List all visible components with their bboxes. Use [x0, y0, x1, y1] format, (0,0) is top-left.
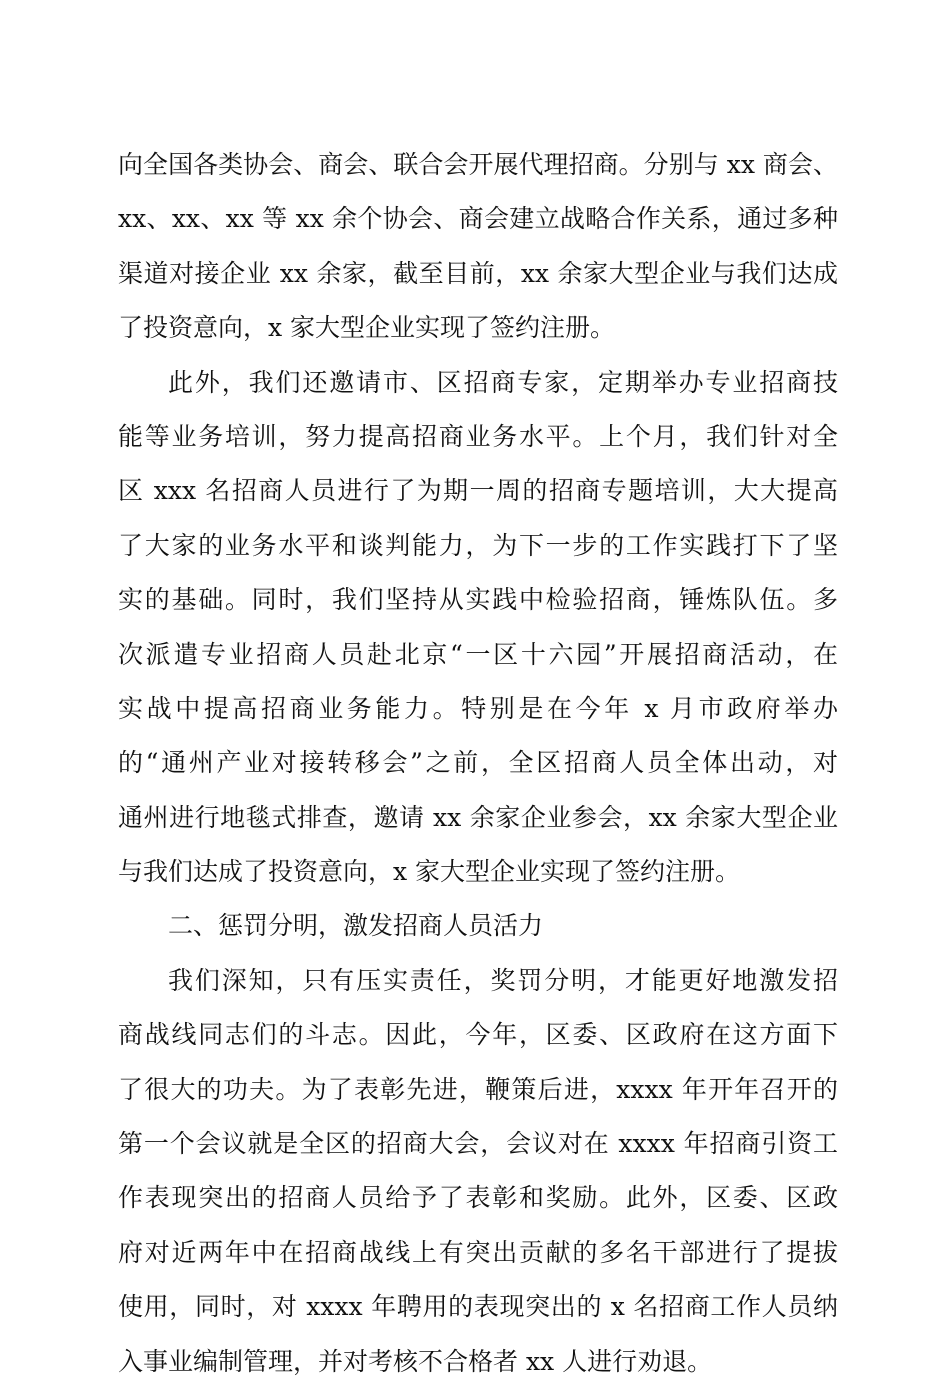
paragraph-3-line: 我们深知，只有压实责任，奖罚分明，才能更好地激发招 — [168, 965, 838, 995]
paragraph-3-line: 入事业编制管理，并对考核不合格者 xx 人进行劝退。 — [118, 1346, 713, 1376]
paragraph-2-line: 了大家的业务水平和谈判能力，为下一步的工作实践打下了坚 — [118, 530, 838, 560]
paragraph-2-line: 区 xxx 名招商人员进行了为期一周的招商专题培训，大大提高 — [118, 476, 838, 506]
paragraph-1-line: xx、xx、xx 等 xx 余个协会、商会建立战略合作关系，通过多种 — [118, 204, 838, 234]
paragraph-3-line: 商战线同志们的斗志。因此，今年，区委、区政府在这方面下 — [118, 1020, 838, 1050]
section-heading: 二、惩罚分明，激发招商人员活力 — [168, 911, 544, 941]
paragraph-3-line: 了很大的功夫。为了表彰先进，鞭策后进，xxxx 年开年召开的 — [118, 1074, 838, 1104]
paragraph-3-line: 第一个会议就是全区的招商大会，会议对在 xxxx 年招商引资工 — [118, 1129, 838, 1159]
paragraph-2-line: 能等业务培训，努力提高招商业务水平。上个月，我们针对全 — [118, 421, 838, 451]
paragraph-2-line: 实战中提高招商业务能力。特别是在今年 x 月市政府举办 — [118, 693, 838, 723]
paragraph-3-line: 府对近两年中在招商战线上有突出贡献的多名干部进行了提拔 — [118, 1237, 838, 1267]
paragraph-1-line: 向全国各类协会、商会、联合会开展代理招商。分别与 xx 商会、 — [118, 150, 838, 179]
document-body — [118, 138, 838, 1389]
paragraph-1-line: 渠道对接企业 xx 余家，截至目前，xx 余家大型企业与我们达成 — [118, 258, 838, 288]
paragraph-1-line: 了投资意向，x 家大型企业实现了签约注册。 — [118, 313, 616, 343]
paragraph-2-line: 此外，我们还邀请市、区招商专家，定期举办专业招商技 — [168, 367, 838, 397]
paragraph-2-line: 次派遣专业招商人员赴北京“一区十六园”开展招商活动，在 — [118, 639, 838, 669]
paragraph-2-line: 与我们达成了投资意向，x 家大型企业实现了签约注册。 — [118, 857, 741, 887]
paragraph-2-line: 的“通州产业对接转移会”之前，全区招商人员全体出动，对 — [118, 748, 838, 778]
paragraph-2-line: 实的基础。同时，我们坚持从实践中检验招商，锤炼队伍。多 — [118, 585, 838, 615]
paragraph-2-line: 通州进行地毯式排查，邀请 xx 余家企业参会，xx 余家大型企业 — [118, 802, 838, 832]
paragraph-3-line: 使用，同时，对 xxxx 年聘用的表现突出的 x 名招商工作人员纳 — [118, 1292, 838, 1322]
paragraph-3-line: 作表现突出的招商人员给予了表彰和奖励。此外，区委、区政 — [118, 1183, 838, 1213]
